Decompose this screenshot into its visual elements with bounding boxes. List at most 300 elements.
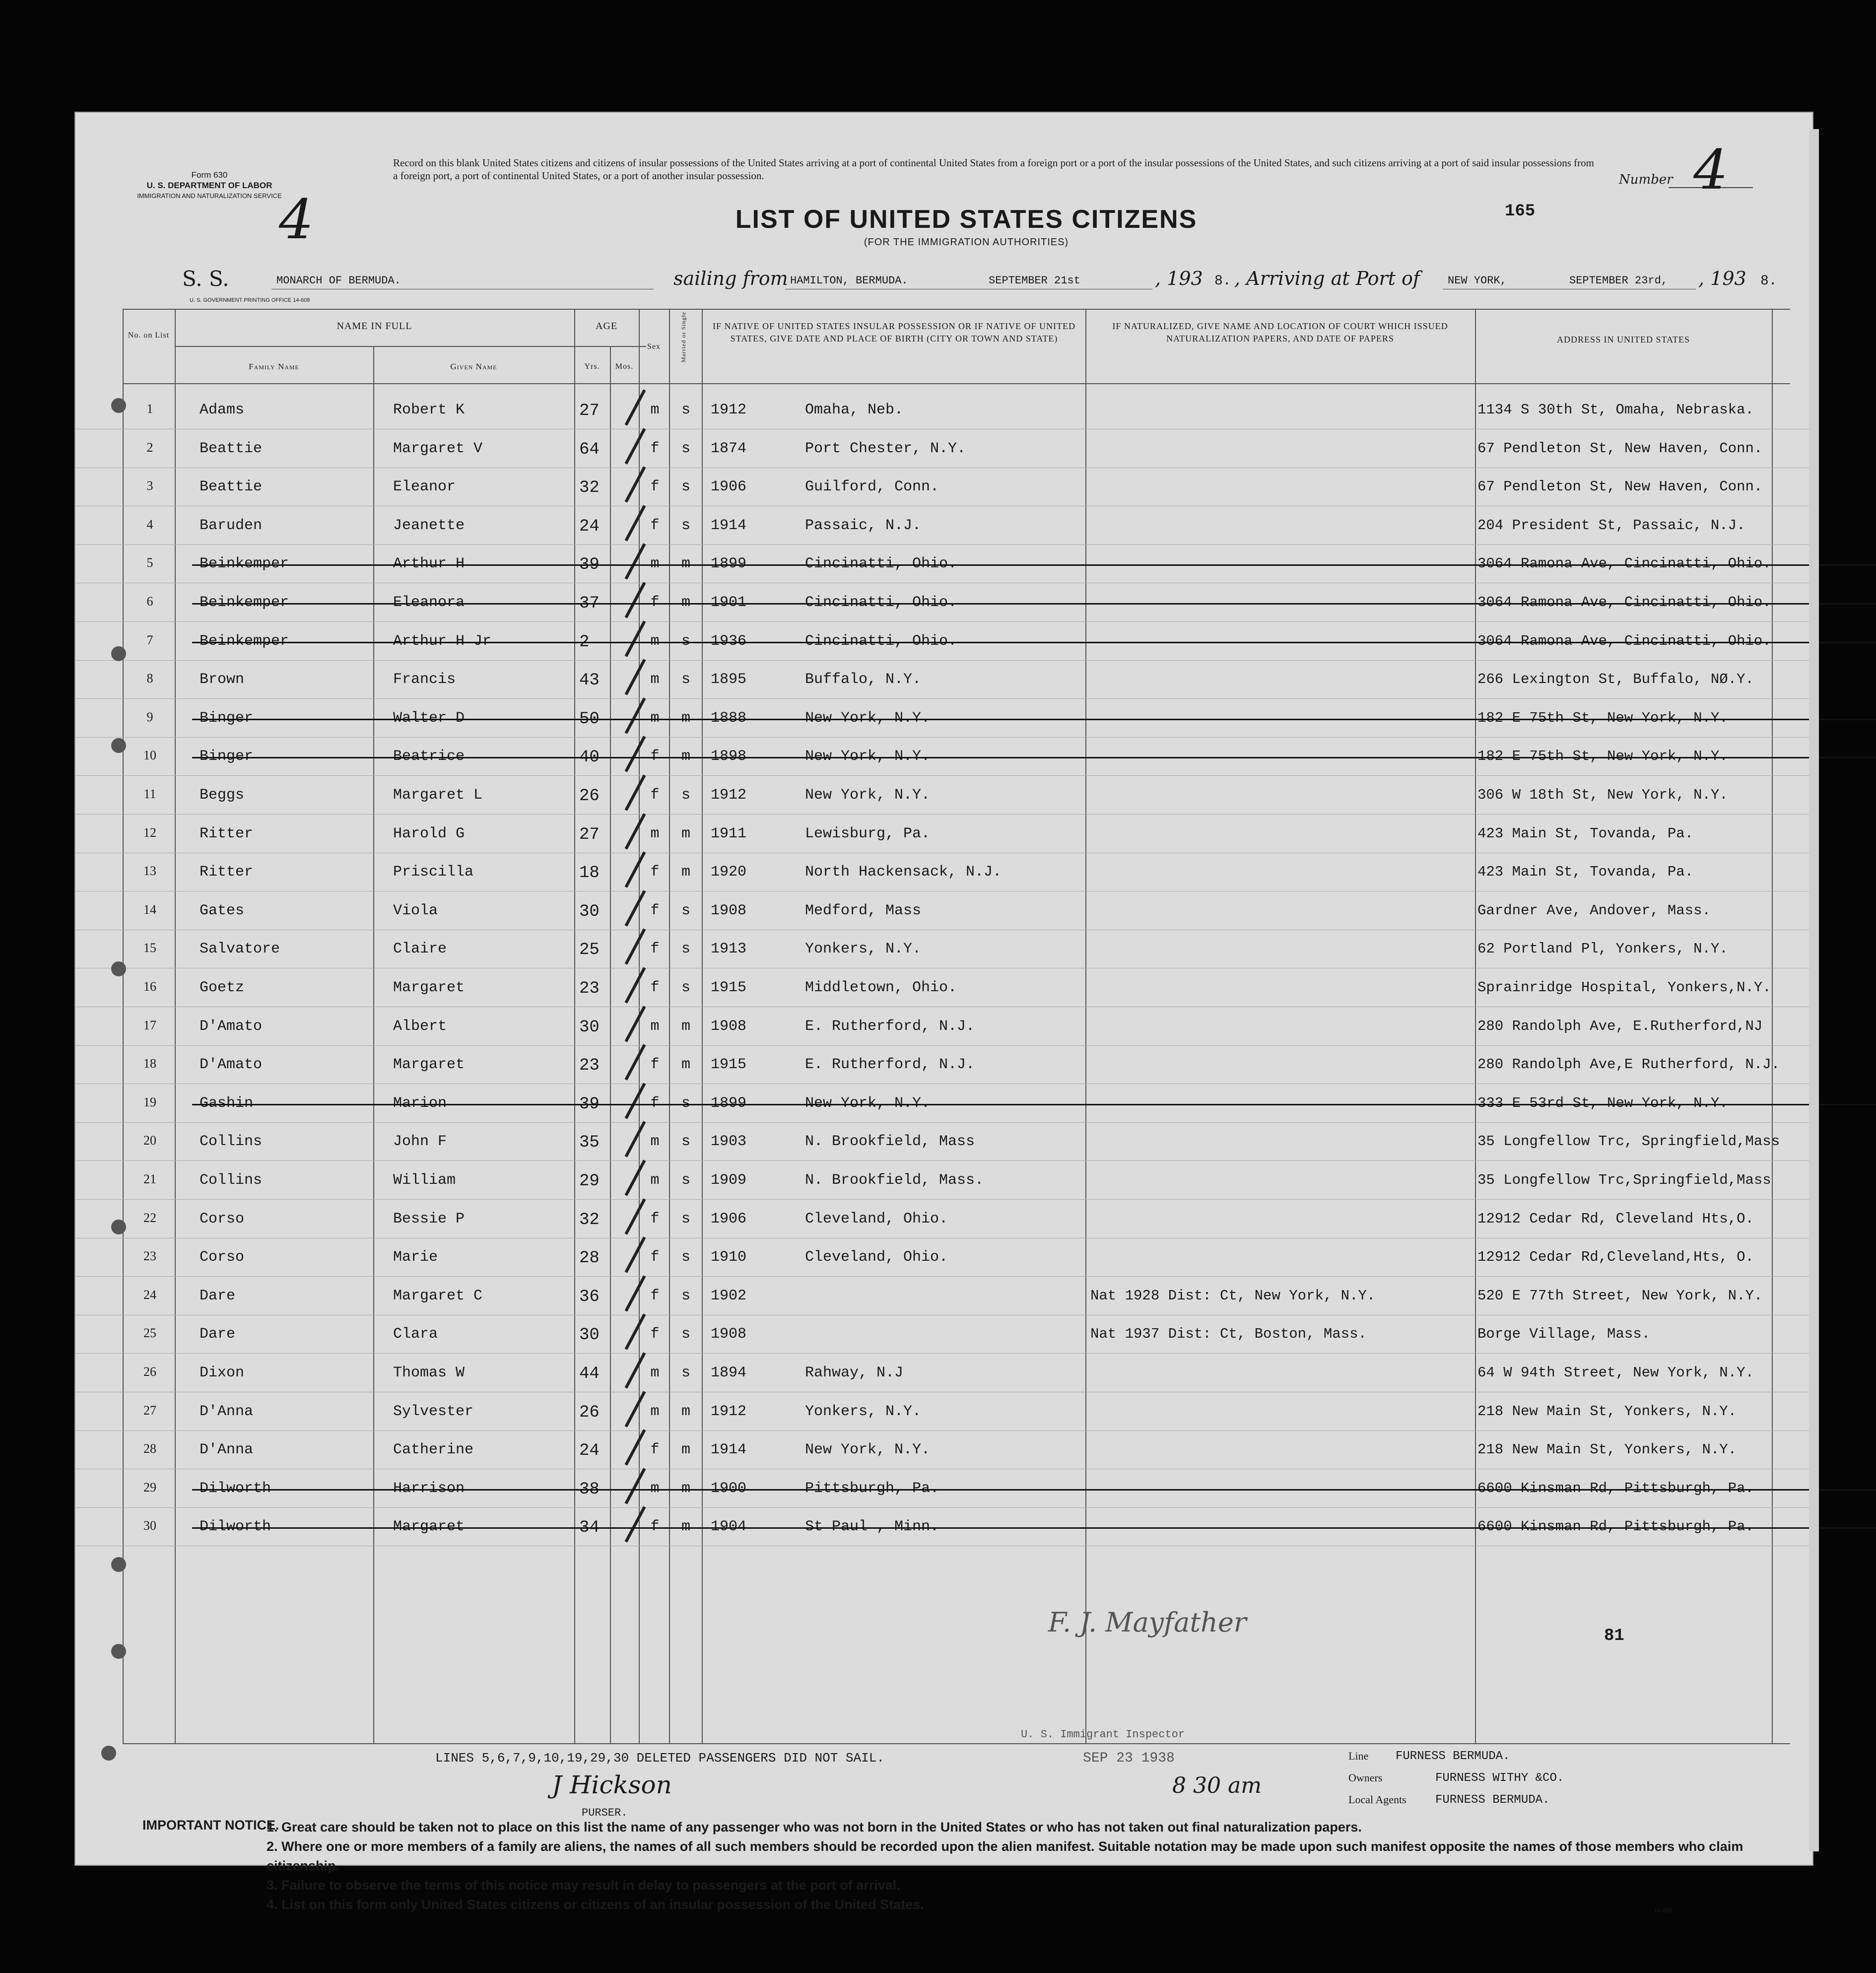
birth-place: E. Rutherford, N.J. [805, 1056, 975, 1074]
row-number: 5 [146, 555, 153, 570]
sex: m [650, 1172, 660, 1189]
row-number: 22 [143, 1210, 156, 1225]
table-row [75, 1161, 1812, 1200]
underlying-sheet-edge [1809, 129, 1819, 1851]
given-name: John F [393, 1133, 447, 1151]
given-name: Viola [393, 902, 438, 919]
table-bottom-line [123, 1743, 1790, 1744]
birth-place: Middletown, Ohio. [805, 979, 957, 996]
arriving-label: , Arriving at Port of [1234, 268, 1420, 289]
notice-item: 4. List on this form only United States citizens or citizens of an insular possession of the United States. [267, 1897, 924, 1912]
notice-list [267, 1818, 1805, 1914]
us-address: 67 Pendleton St, New Haven, Conn. [1477, 440, 1763, 457]
deleted-lines-note: LINES 5,6,7,9,10,19,29,30 DELETED PASSENGERS DID NOT SAIL. [435, 1751, 884, 1766]
table-row [75, 1507, 1812, 1546]
form-number: Form 630 [191, 170, 228, 180]
sex: f [650, 1518, 660, 1536]
form-identifier [135, 170, 284, 201]
marital-status: s [681, 979, 690, 996]
birth-year: 1936 [711, 632, 747, 650]
deleted-strikethrough [192, 1104, 1876, 1105]
family-name: Beggs [200, 787, 245, 804]
notice-item: 3. Failure to observe the terms of this notice may result in delay to passengers at the port of arrival. [267, 1878, 900, 1893]
given-name: Harrison [393, 1480, 465, 1497]
us-address: 204 President St, Passaic, N.J. [1477, 517, 1745, 534]
table-row [75, 1122, 1812, 1161]
sex: m [650, 1403, 660, 1420]
check-mark [625, 1275, 646, 1311]
marital-status: m [681, 825, 690, 842]
line-value: FURNESS BERMUDA. [1396, 1750, 1510, 1763]
row-number: 10 [143, 748, 156, 763]
binder-hole [111, 1220, 126, 1234]
marital-status: s [681, 787, 690, 804]
birth-place: Medford, Mass [805, 902, 922, 919]
birth-place: Port Chester, N.Y. [805, 440, 966, 457]
header-bottom-line [123, 383, 1790, 384]
row-number: 3 [146, 478, 153, 493]
given-name: Harold G [393, 825, 465, 842]
row-number: 18 [143, 1056, 156, 1071]
given-name: Margaret [393, 1518, 465, 1536]
ship-name: MONARCH OF BERMUDA. [276, 274, 401, 287]
sex: f [650, 1441, 660, 1459]
family-name: Dilworth [200, 1518, 271, 1536]
check-mark [625, 929, 646, 965]
given-name: Claire [393, 941, 447, 958]
agents-label: Local Agents [1348, 1793, 1407, 1806]
family-name: Brown [200, 671, 245, 688]
given-name: Margaret [393, 979, 465, 996]
header-family-name: Family Name [249, 362, 299, 371]
table-row [75, 1392, 1812, 1431]
birth-year: 1908 [711, 1018, 747, 1035]
birth-place: New York, N.Y. [805, 709, 931, 727]
us-address: Sprainridge Hospital, Yonkers,N.Y. [1477, 979, 1771, 996]
birth-year: 1903 [711, 1133, 747, 1151]
birth-place: Cincinatti, Ohio. [805, 632, 957, 650]
marital-status: s [681, 1287, 690, 1304]
header-naturalized: IF NATURALIZED, GIVE NAME AND LOCATION OF COURT WHICH ISSUED NATURALIZATION PAPERS, AND DATE OF PAPERS [1112, 321, 1448, 343]
age-years: 38 [579, 1480, 600, 1499]
form-code: 14-608 [1654, 1907, 1673, 1914]
row-number: 25 [143, 1326, 156, 1341]
marital-status: m [681, 594, 690, 611]
birth-place: Cincinatti, Ohio. [805, 555, 957, 573]
row-number: 12 [143, 825, 156, 840]
us-address: 67 Pendleton St, New Haven, Conn. [1477, 478, 1763, 495]
us-address: 266 Lexington St, Buffalo, NØ.Y. [1477, 671, 1754, 688]
age-years: 30 [579, 1326, 600, 1345]
us-address: Gardner Ave, Andover, Mass. [1477, 902, 1711, 919]
birth-place: Rahway, N.J [805, 1364, 904, 1381]
age-years: 24 [579, 517, 600, 536]
given-name: Priscilla [393, 864, 474, 881]
given-name: Francis [393, 671, 456, 688]
birth-year: 1900 [711, 1480, 747, 1497]
marital-status: s [681, 478, 690, 496]
family-name: Gates [200, 902, 245, 919]
birth-year: 1910 [711, 1249, 747, 1266]
family-name: Collins [200, 1133, 263, 1151]
us-address: 182 E 75th St, New York, N.Y. [1477, 748, 1728, 765]
age-years: 23 [579, 1056, 600, 1076]
binder-hole [111, 1644, 126, 1659]
table-top-line [123, 309, 1790, 310]
age-years: 43 [579, 671, 600, 690]
given-name: Albert [393, 1018, 447, 1035]
family-name: D'Amato [200, 1018, 263, 1035]
birth-place: Omaha, Neb. [805, 402, 904, 418]
row-number: 24 [143, 1287, 156, 1302]
us-address: 3064 Ramona Ave, Cincinatti, Ohio. [1477, 594, 1771, 611]
sex: m [650, 632, 660, 650]
row-number: 29 [143, 1480, 156, 1495]
marital-status: s [681, 1364, 690, 1381]
row-number: 4 [146, 517, 153, 532]
check-mark [625, 1044, 646, 1080]
given-name: Marie [393, 1249, 438, 1266]
us-address: 333 E 53rd St, New York, N.Y. [1477, 1094, 1728, 1111]
age-years: 39 [579, 555, 600, 575]
naturalization: Nat 1937 Dist: Ct, Boston, Mass. [1090, 1326, 1367, 1343]
sex: f [650, 1287, 660, 1304]
marital-status: m [681, 1056, 690, 1074]
birth-place: Buffalo, N.Y. [805, 671, 922, 688]
table-row [75, 891, 1812, 930]
table-row [75, 853, 1812, 891]
family-name: Dilworth [200, 1480, 271, 1497]
us-address: 12912 Cedar Rd, Cleveland Hts,O. [1477, 1210, 1754, 1227]
age-years: 28 [579, 1249, 600, 1268]
arrival-port: NEW YORK, [1448, 274, 1507, 287]
age-years: 39 [579, 1094, 600, 1114]
sex: f [650, 594, 660, 611]
check-mark [625, 1429, 646, 1465]
given-name: Eleanor [393, 478, 456, 496]
birth-place: St Paul , Minn. [805, 1518, 939, 1536]
marital-status: s [681, 671, 690, 688]
check-mark [625, 1314, 646, 1350]
us-address: 64 W 94th Street, New York, N.Y. [1477, 1364, 1754, 1381]
header-married-single: Married or Single [680, 311, 687, 363]
given-name: Clara [393, 1326, 438, 1343]
table-row [75, 1045, 1812, 1084]
birth-year: 1901 [711, 594, 747, 611]
table-row [75, 1084, 1812, 1123]
sex: m [650, 1480, 660, 1497]
age-years: 36 [579, 1287, 600, 1306]
age-years: 44 [579, 1364, 600, 1383]
birth-place: Yonkers, N.Y. [805, 941, 922, 958]
check-mark [625, 620, 646, 657]
birth-year: 1914 [711, 1441, 747, 1459]
check-mark [625, 890, 646, 926]
table-row [75, 660, 1812, 699]
family-name: Corso [200, 1249, 245, 1266]
check-mark [625, 544, 646, 580]
given-name: Margaret L [393, 787, 483, 804]
sex: m [650, 402, 660, 418]
sex: f [650, 979, 660, 996]
sex: m [650, 1133, 660, 1151]
age-years: 26 [579, 787, 600, 806]
marital-status: m [681, 555, 690, 573]
purser-label: PURSER. [582, 1807, 628, 1819]
row-number: 19 [143, 1094, 156, 1109]
age-years: 32 [579, 1210, 600, 1229]
us-address: 218 New Main St, Yonkers, N.Y. [1477, 1441, 1737, 1458]
age-years: 30 [579, 1018, 600, 1037]
us-address: 218 New Main St, Yonkers, N.Y. [1477, 1403, 1737, 1420]
marital-status: m [681, 1441, 690, 1459]
name-header-line [175, 346, 646, 347]
us-address: 35 Longfellow Trc,Springfield,Mass [1477, 1172, 1771, 1188]
family-name: Baruden [200, 517, 263, 534]
table-row [75, 1430, 1812, 1469]
row-number: 6 [146, 594, 153, 609]
sex: m [650, 671, 660, 688]
age-years: 23 [579, 979, 600, 998]
row-number: 20 [143, 1133, 156, 1148]
given-name: Arthur H Jr [393, 632, 492, 650]
row-number: 16 [143, 979, 156, 994]
check-mark [625, 1198, 646, 1234]
header-name-in-full: NAME IN FULL [336, 321, 412, 332]
binder-hole [111, 961, 126, 976]
birth-year: 1888 [711, 709, 747, 727]
birth-place: New York, N.Y. [805, 1441, 931, 1459]
marital-status: s [681, 632, 690, 650]
birth-year: 1899 [711, 1094, 747, 1112]
arrival-stamp-time: 8 30 am [1172, 1773, 1262, 1798]
sex: f [650, 864, 660, 881]
manifest-sheet [74, 112, 1813, 1914]
passenger-table-body [75, 391, 1812, 1547]
marital-status: s [681, 1172, 690, 1189]
table-row [75, 699, 1812, 738]
birth-place: N. Brookfield, Mass. [805, 1172, 984, 1189]
row-number: 11 [143, 787, 156, 801]
sex: f [650, 1056, 660, 1074]
family-name: Salvatore [200, 941, 280, 958]
page-stamp-number: 165 [1505, 202, 1536, 221]
row-number: 27 [143, 1403, 156, 1418]
given-name: Walter D [393, 709, 465, 727]
table-row [75, 1007, 1812, 1046]
birth-place: North Hackensack, N.J. [805, 864, 1002, 881]
table-row [75, 622, 1812, 661]
table-row [75, 583, 1812, 622]
us-address: 182 E 75th St, New York, N.Y. [1477, 709, 1728, 726]
check-mark [625, 1352, 646, 1388]
check-mark [625, 697, 646, 734]
us-address: 1134 S 30th St, Omaha, Nebraska. [1477, 402, 1754, 418]
family-name: Ritter [200, 864, 254, 881]
inspector-label: U. S. Immigrant Inspector [1021, 1728, 1185, 1741]
given-name: Thomas W [393, 1364, 465, 1381]
form-instructions: Record on this blank United States citizens and citizens of insular possessions of the United States arriving at a port of continental United States from a foreign port or a port of the insular possessions of the United States, and such citizens arriving at a port of said insular possessions from a foreign port, a port of continental United States, or a port of another insular possession. [393, 157, 1594, 182]
birth-year: 1912 [711, 1403, 747, 1420]
age-years: 27 [579, 402, 600, 420]
age-years: 24 [579, 1441, 600, 1461]
check-mark [625, 774, 646, 811]
marital-status: s [681, 1094, 690, 1112]
family-name: D'Anna [200, 1441, 254, 1459]
ss-label: S. S. [182, 267, 229, 291]
family-name: Gashin [200, 1094, 254, 1112]
check-mark [625, 428, 646, 464]
sex: f [650, 1210, 660, 1227]
given-name: Margaret V [393, 440, 483, 457]
check-mark [625, 813, 646, 849]
table-row [75, 1200, 1812, 1238]
given-name: Arthur H [393, 555, 465, 573]
birth-year: 1915 [711, 979, 747, 996]
family-name: Collins [200, 1172, 263, 1189]
header-birth: IF NATIVE OF UNITED STATES INSULAR POSSESSION OR IF NATIVE OF UNITED STATES, GIVE DATE AND PLACE OF BIRTH (CITY OR TOWN AND STATE) [712, 321, 1076, 343]
age-years: 26 [579, 1403, 600, 1422]
deleted-strikethrough [192, 1489, 1876, 1491]
arrival-year-digit: 8. [1760, 273, 1777, 289]
marital-status: s [681, 402, 690, 418]
birth-place: Yonkers, N.Y. [805, 1403, 922, 1420]
birth-year: 1909 [711, 1172, 747, 1189]
birth-year: 1906 [711, 1210, 747, 1227]
age-years: 18 [579, 864, 600, 883]
arrival-stamp-date: SEP 23 1938 [1083, 1751, 1175, 1766]
birth-year: 1912 [711, 402, 747, 418]
number-label: Number [1619, 172, 1673, 187]
page-subtitle: (FOR THE IMMIGRATION AUTHORITIES) [864, 237, 1069, 248]
printing-office-note: U. S. GOVERNMENT PRINTING OFFICE 14-608 [190, 297, 310, 303]
row-number: 15 [143, 941, 156, 955]
family-name: Dixon [200, 1364, 245, 1381]
given-name: Marion [393, 1094, 447, 1112]
family-name: Binger [200, 709, 254, 727]
family-name: Ritter [200, 825, 254, 842]
us-address: 520 E 77th Street, New York, N.Y. [1477, 1287, 1763, 1304]
birth-place: Lewisburg, Pa. [805, 825, 931, 842]
sex: f [650, 1249, 660, 1266]
departure-date: SEPTEMBER 21st [989, 274, 1080, 287]
check-mark [625, 659, 646, 695]
family-name: Binger [200, 748, 254, 765]
us-address: 3064 Ramona Ave, Cincinatti, Ohio. [1477, 555, 1771, 572]
age-years: 37 [579, 594, 600, 613]
sex: f [650, 902, 660, 919]
us-address: 306 W 18th St, New York, N.Y. [1477, 787, 1728, 803]
notice-title: IMPORTANT NOTICE. [142, 1818, 279, 1833]
row-number: 9 [146, 709, 153, 724]
row-number: 30 [143, 1518, 156, 1533]
table-row [75, 544, 1812, 583]
marital-status: s [681, 941, 690, 958]
arrival-date: SEPTEMBER 23rd, [1569, 274, 1668, 287]
age-years: 34 [579, 1518, 600, 1538]
marital-status: m [681, 1480, 690, 1497]
birth-year: 1911 [711, 825, 747, 842]
arrival-year-prefix: , 193 [1698, 268, 1746, 289]
row-number: 23 [143, 1249, 156, 1264]
owners-label: Owners [1348, 1771, 1383, 1784]
deleted-strikethrough [192, 1527, 1876, 1529]
us-address: 280 Randolph Ave, E.Rutherford,NJ [1477, 1018, 1763, 1034]
header-sex: Sex [647, 342, 661, 351]
us-address: Borge Village, Mass. [1477, 1326, 1651, 1343]
us-address: 35 Longfellow Trc, Springfield,Mass [1477, 1133, 1780, 1150]
check-mark [625, 851, 646, 887]
row-number: 26 [143, 1364, 156, 1379]
row-number: 2 [146, 440, 153, 455]
sex: m [650, 825, 660, 842]
birth-year: 1894 [711, 1364, 747, 1381]
sail-year-digit: 8. [1214, 273, 1231, 289]
birth-place: E. Rutherford, N.J. [805, 1018, 975, 1035]
binder-hole [111, 398, 126, 413]
birth-place: Cleveland, Ohio. [805, 1210, 948, 1227]
notice-item: 1. Great care should be taken not to place on this list the name of any passenger who was not born in the United States or who has not taken out final naturalization papers. [267, 1820, 1362, 1835]
check-mark [625, 1468, 646, 1504]
binder-hole [111, 738, 126, 753]
birth-year: 1908 [711, 902, 747, 919]
header-age: AGE [595, 321, 618, 332]
marital-status: m [681, 1018, 690, 1035]
check-mark [625, 1006, 646, 1042]
birth-place: Pittsburgh, Pa. [805, 1480, 939, 1497]
given-name: Margaret C [393, 1287, 483, 1304]
check-mark [625, 1236, 646, 1273]
deleted-strikethrough [192, 603, 1876, 605]
marital-status: m [681, 1518, 690, 1536]
us-address: 423 Main St, Tovanda, Pa. [1477, 825, 1694, 842]
birth-place: Passaic, N.J. [805, 517, 922, 534]
check-mark [625, 505, 646, 541]
marital-status: s [681, 440, 690, 457]
row-number: 28 [143, 1441, 156, 1456]
family-name: Beinkemper [200, 555, 289, 573]
birth-place: New York, N.Y. [805, 748, 931, 765]
handwritten-list-number: 4 [279, 188, 314, 251]
birth-year: 1904 [711, 1518, 747, 1536]
check-mark [625, 582, 646, 618]
us-address: 62 Portland Pl, Yonkers, N.Y. [1477, 941, 1728, 957]
given-name: Margaret [393, 1056, 465, 1074]
line-label: Line [1348, 1750, 1369, 1762]
age-years: 64 [579, 440, 600, 459]
birth-year: 1913 [711, 941, 747, 958]
number-value: 4 [1693, 138, 1728, 202]
birth-year: 1898 [711, 748, 747, 765]
header-given-name: Given Name [450, 362, 497, 371]
marital-status: m [681, 1403, 690, 1420]
row-number: 17 [143, 1018, 156, 1032]
marital-status: s [681, 1326, 690, 1343]
row-number: 14 [143, 902, 156, 917]
family-name: D'Amato [200, 1056, 263, 1074]
binder-hole [111, 646, 126, 661]
department-name: U. S. DEPARTMENT OF LABOR [146, 181, 272, 190]
check-mark [625, 1159, 646, 1196]
us-address: 3064 Ramona Ave, Cincinatti, Ohio. [1477, 632, 1771, 649]
birth-place: New York, N.Y. [805, 787, 931, 804]
birth-year: 1908 [711, 1326, 747, 1343]
deleted-strikethrough [192, 757, 1876, 758]
sex: f [650, 787, 660, 804]
sex: f [650, 748, 660, 765]
inspector-signature: F. J. Mayfather [1048, 1607, 1247, 1638]
check-mark [625, 1506, 646, 1543]
